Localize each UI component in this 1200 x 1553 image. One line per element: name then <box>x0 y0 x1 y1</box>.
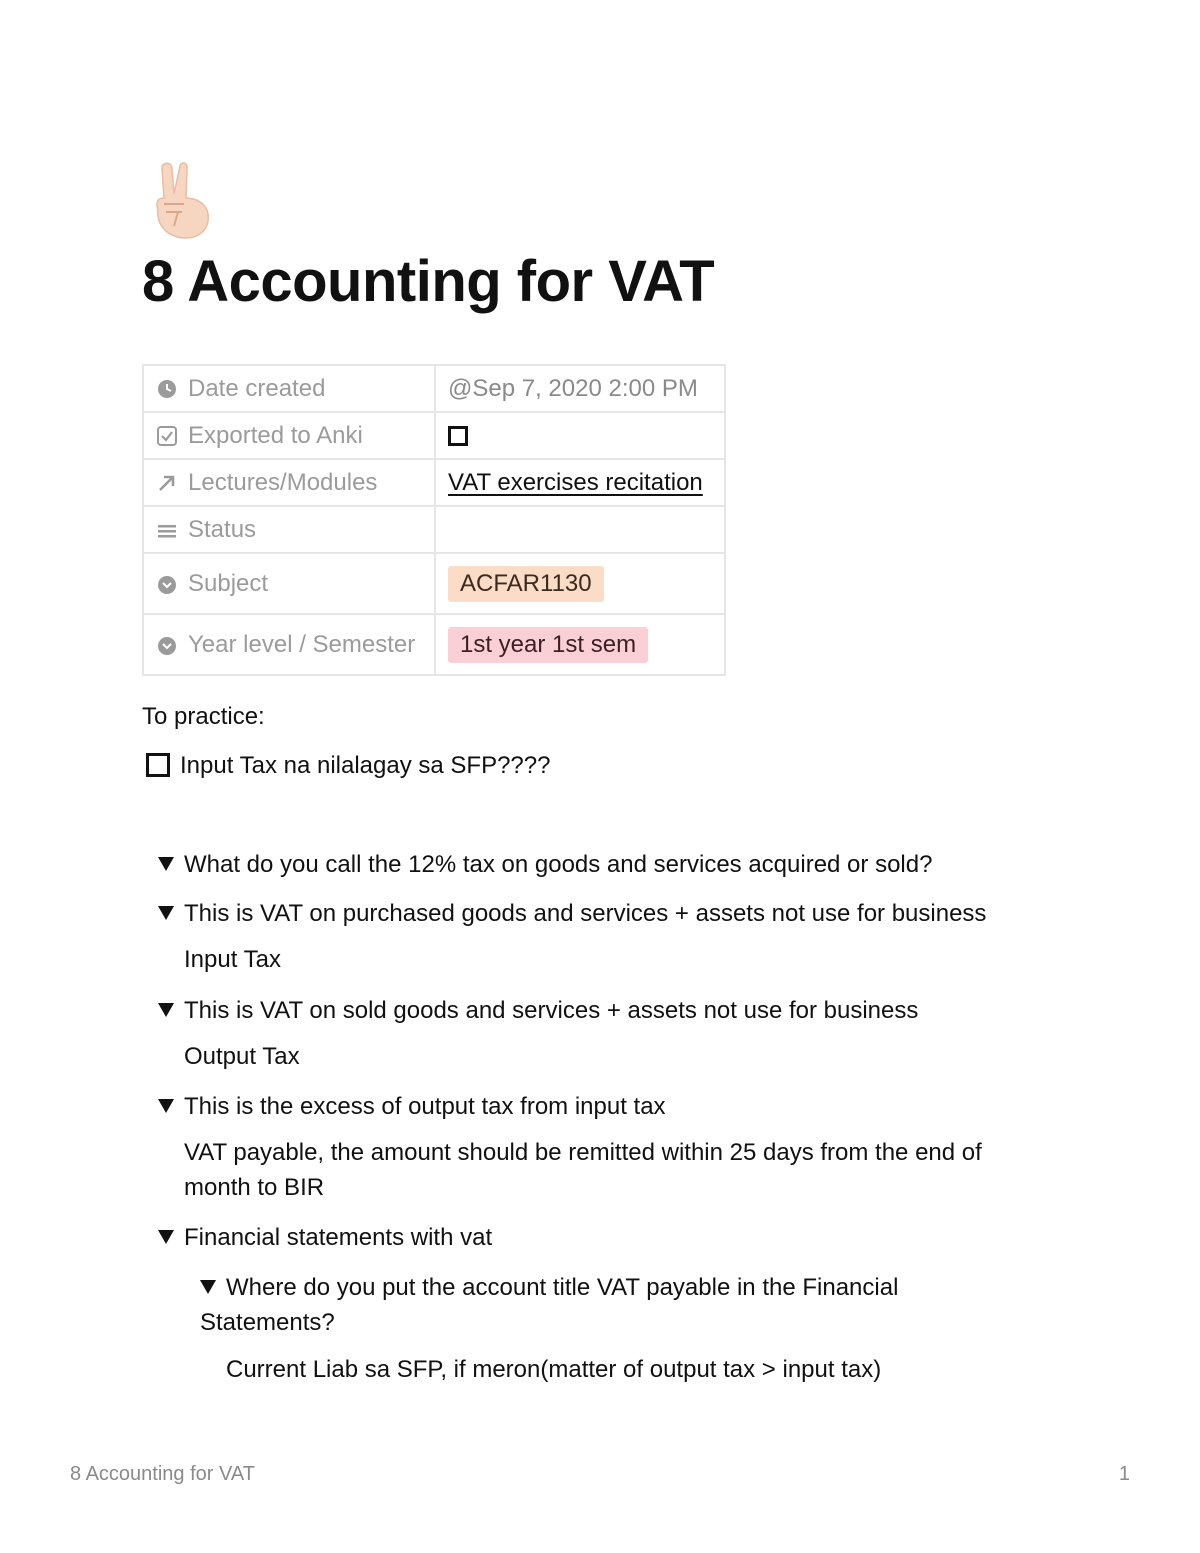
toggle-arrow-icon[interactable] <box>158 1230 174 1244</box>
property-row-subject <box>143 553 725 614</box>
toggle-arrow-icon[interactable] <box>158 1099 174 1113</box>
property-row-exported <box>143 412 725 459</box>
toggle-arrow-icon[interactable] <box>158 857 174 871</box>
lecture-link[interactable]: VAT exercises recitation <box>448 468 703 496</box>
victory-hand-icon <box>150 160 220 240</box>
todo-item <box>146 752 550 780</box>
todo-checkbox[interactable] <box>146 753 170 777</box>
toggle-answer: Current Liab sa SFP, if meron(matter of output tax > input tax) <box>226 1356 882 1383</box>
toggle-item[interactable] <box>158 1089 666 1124</box>
clock-icon <box>156 377 178 399</box>
property-row-status <box>143 506 725 553</box>
property-label: Subject <box>188 569 269 597</box>
properties-table <box>142 364 726 676</box>
checkbox-property-icon <box>156 424 178 446</box>
toggle-question: What do you call the 12% tax on goods and services acquired or sold? <box>184 851 933 878</box>
property-row-lectures <box>143 459 725 506</box>
toggle-question: Financial statements with vat <box>184 1224 493 1251</box>
date-value[interactable]: @Sep 7, 2020 2:00 PM <box>448 374 698 402</box>
page-number: 1 <box>1118 1463 1130 1485</box>
toggle-answer: VAT payable, the amount should be remitted within 25 days from the end of month to BIR <box>184 1139 982 1201</box>
list-icon <box>156 518 178 540</box>
property-label: Date created <box>188 374 326 402</box>
toggle-arrow-icon[interactable] <box>200 1280 216 1294</box>
select-icon <box>156 633 178 655</box>
toggle-question: This is VAT on purchased goods and services + assets not use for business <box>184 900 987 927</box>
select-icon <box>156 572 178 594</box>
toggle-arrow-icon[interactable] <box>158 1003 174 1017</box>
property-label: Year level / Semester <box>188 630 416 658</box>
exported-checkbox[interactable] <box>448 426 468 446</box>
nested-toggle-item[interactable] <box>200 1270 960 1340</box>
toggle-item[interactable] <box>158 896 986 931</box>
property-row-date-created <box>143 365 725 412</box>
property-label: Exported to Anki <box>188 421 363 449</box>
toggle-arrow-icon[interactable] <box>158 906 174 920</box>
page-title: 8 Accounting for VAT <box>142 249 715 314</box>
toggle-item[interactable] <box>158 993 918 1028</box>
toggle-item[interactable] <box>158 1220 492 1255</box>
toggle-answer: Output Tax <box>184 1043 300 1070</box>
subject-tag[interactable]: ACFAR1130 <box>448 566 604 602</box>
property-label: Status <box>188 515 257 543</box>
toggle-question: This is VAT on sold goods and services + assets not use for business <box>184 997 919 1024</box>
property-row-year-level <box>143 614 725 675</box>
toggle-item[interactable] <box>158 847 932 882</box>
to-practice-text: To practice: <box>142 703 265 730</box>
year-level-tag[interactable]: 1st year 1st sem <box>448 627 648 663</box>
toggle-question: This is the excess of output tax from input tax <box>184 1093 666 1120</box>
todo-text: Input Tax na nilalagay sa SFP???? <box>180 752 551 779</box>
toggle-answer: Input Tax <box>184 946 281 973</box>
status-value[interactable] <box>435 506 725 553</box>
footer-title: 8 Accounting for VAT <box>70 1463 255 1485</box>
property-label: Lectures/Modules <box>188 468 378 496</box>
arrow-relation-icon <box>156 471 178 493</box>
toggle-question: Where do you put the account title VAT payable in the Financial Statements? <box>200 1274 899 1336</box>
